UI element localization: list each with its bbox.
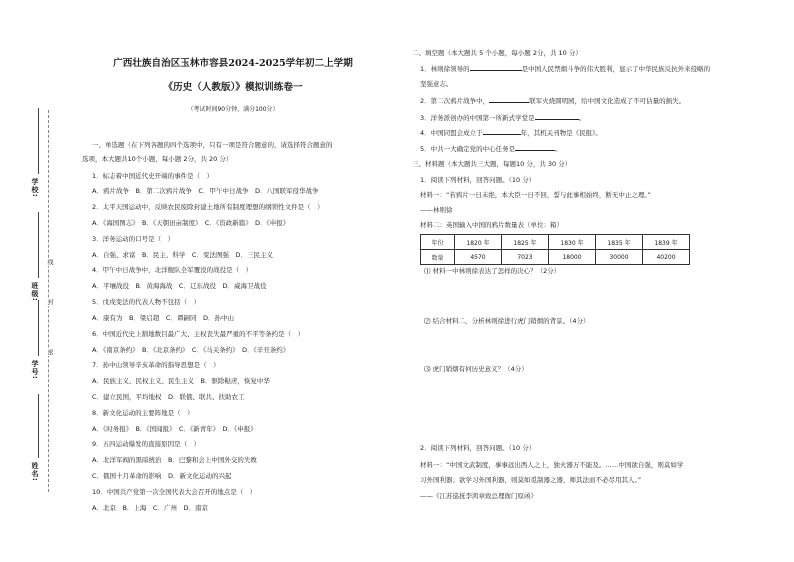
name-label: 姓名: xyxy=(31,462,39,482)
section3-heading: 三、材料题（本大题共三大题，每题10 分，共 30 分） xyxy=(412,160,572,168)
fill-blank[interactable] xyxy=(489,96,529,103)
name-blank[interactable] xyxy=(38,394,39,458)
question-options: C．建立民国，平均地权 D．联俄、联共、扶助农工 xyxy=(92,393,245,401)
question-options: A．《海国图志》 B．《天朝田亩制度》 C．《资政新篇》 D．《申报》 xyxy=(92,219,290,227)
sub-question: ⑶ 虎门销烟有何历史意义？（4分） xyxy=(424,365,528,373)
question-stem: 7．孙中山领导辛亥革命的指导思想是（ ） xyxy=(92,361,220,369)
class-blank[interactable] xyxy=(38,212,39,278)
table-cell: 数量 xyxy=(421,250,455,265)
question-stem: 9．五四运动爆发的直接原因是（ ） xyxy=(92,440,201,448)
fill-item: 4．中国同盟会成立于 年，其机关刊物是《民报》。 xyxy=(420,129,602,137)
exam-title: 广西壮族自治区玉林市容县2024-2025学年初二上学期 xyxy=(113,58,353,69)
table-cell: 1820 年 xyxy=(455,235,502,250)
table-cell: 1830 年 xyxy=(549,235,596,250)
exam-subtitle: 《历史（人教版）》模拟训练卷一 xyxy=(163,82,303,93)
question-stem: 10．中国共产党第一次全国代表大会召开的地点是（ ） xyxy=(92,488,257,496)
section1-heading-cont: 选项，本大题共10个小题，每小题 2分，共 20 分） xyxy=(82,155,233,163)
table-row xyxy=(421,235,690,250)
table-cell: 1839 年 xyxy=(643,235,690,250)
table-cell: 1835 年 xyxy=(596,235,643,250)
fill-blank[interactable] xyxy=(470,64,522,71)
question-stem: 8．新文化运动的主要阵地是（ ） xyxy=(92,409,194,417)
question-options: A．鸦片战争 B．第二次鸦片战争 C．甲午中日战争 D．八国联军侵华战争 xyxy=(92,187,319,195)
material-one-source: ——林则徐 xyxy=(420,206,453,214)
question-stem: 1．标志着中国近代史开端的事件是（ ） xyxy=(92,172,214,180)
question-options: A．《时务报》 B．《国闻报》 C．《新青年》 D．《申报》 xyxy=(92,425,257,433)
fill-blank[interactable] xyxy=(535,113,579,120)
question-options: A．北洋军阀的黑暗统治 B．巴黎和会上中国外交的失败 xyxy=(92,456,257,464)
cut-mark-seal: 封 xyxy=(46,299,53,305)
table-cell: 30000 xyxy=(596,250,643,265)
question-options: A．民族主义、民权主义、民生主义 B．驱除鞑虏，恢复中华 xyxy=(92,377,270,385)
material-one: 材料一：“若鸦片一日未绝，本大臣一日不回，誓与此事相始终，断无中止之理。” xyxy=(420,191,651,199)
time-note: （考试时间90分钟，满分100分） xyxy=(187,106,279,113)
student-no-label: 学号: xyxy=(31,360,39,380)
table-cell: 7023 xyxy=(502,250,549,265)
binding-strip xyxy=(0,0,72,562)
fill-item: 5．中共一大确定党的中心任务是 。 xyxy=(420,145,562,153)
question-options: A．自强、求富 B．民主、科学 C．变法图强 D．三民主义 xyxy=(92,251,273,259)
class-label: 班级: xyxy=(31,282,39,302)
question-stem: 4．甲午中日战争中，北洋舰队全军覆没的战役是（ ） xyxy=(92,266,253,274)
cut-mark-secret: 密 xyxy=(46,349,53,355)
school-label: 学校: xyxy=(31,178,39,198)
table-cell: 40200 xyxy=(643,250,690,265)
opium-table xyxy=(420,234,690,265)
question-stem: 5．戊戌变法的代表人物不包括（ ） xyxy=(92,298,201,306)
cut-mark-line: 线 xyxy=(46,259,53,265)
question-options: C．俄国十月革命的影响 D．新文化运动的兴起 xyxy=(92,472,232,480)
question-options: A．《南京条约》 B．《北京条约》 C．《马关条约》 D．《辛丑条约》 xyxy=(92,346,290,354)
question-intro: 2．阅读下列材料，回答问题。（10 分） xyxy=(420,444,536,452)
fill-item: 3．洋务派创办的中国第一所新式学堂是 。 xyxy=(420,114,586,122)
question-stem: 2．太平天国运动中，反映农民废除封建土地所有制度理想的纲领性文件是（ ） xyxy=(92,203,324,211)
table-row xyxy=(421,250,690,265)
table-cell: 1825 年 xyxy=(502,235,549,250)
fill-blank[interactable] xyxy=(483,128,521,135)
question-intro: 1．阅读下列材料，回答问题。（10 分） xyxy=(420,176,536,184)
table-cell: 年份 xyxy=(421,235,455,250)
material-text: 材料一：“中国文武制度，事事远出西人之上，独火器万不能及。……中国欲自强，则莫如学 xyxy=(420,461,684,469)
material-source: ——《江苏巡抚李鸿章致总理衙门原函》 xyxy=(420,492,537,500)
fill-item: 2．第二次鸦片战争中， 联军火烧圆明园，给中国文化造成了不可估量的损失。 xyxy=(420,97,686,105)
material-two: 材料二：英国输入中国的鸦片数量表（单位：箱） xyxy=(420,221,563,229)
table-cell: 4570 xyxy=(455,250,502,265)
school-blank[interactable] xyxy=(38,108,39,174)
student-no-blank[interactable] xyxy=(38,300,39,356)
sub-question: ⑵ 结合材料二，分析林则徐进行虎门销烟的背景。（4分） xyxy=(424,317,590,325)
fill-item: 1．林则徐领导的 是中国人民禁烟斗争的伟大胜利，显示了中华民族反抗外来侵略的 xyxy=(420,65,711,73)
material-text: 习外国利器；欲学习外国利器，则莫如觅制器之器，师其法而不必尽用其人。” xyxy=(420,476,642,484)
fill-item-cont: 坚强意志。 xyxy=(420,80,453,88)
sub-question: ⑴ 材料一中林则徐表达了怎样的决心？（2分） xyxy=(424,267,561,275)
fill-blank[interactable] xyxy=(515,144,555,151)
question-options: A．北京 B．上海 C．广州 D．南京 xyxy=(92,504,208,512)
table-cell: 18000 xyxy=(549,250,596,265)
section1-heading: 一、单选题（在下列各题的四个选项中，只有一项是符合题意的，请选择符合题意的 xyxy=(92,141,333,149)
section2-heading: 二、填空题（本大题共 5 个小题，每小题 2分，共 10 分） xyxy=(412,49,582,57)
question-options: A．康有为 B．梁启超 C．谭嗣同 D．孙中山 xyxy=(92,314,234,322)
question-stem: 6．中国近代史上割地数目最广大、主权丧失最严重的不平等条约是（ ） xyxy=(92,330,305,338)
question-stem: 3．洋务运动的口号是（ ） xyxy=(92,235,175,243)
question-options: A．平壤战役 B．黄海海战 C．辽东战役 D．威海卫战役 xyxy=(92,282,267,290)
